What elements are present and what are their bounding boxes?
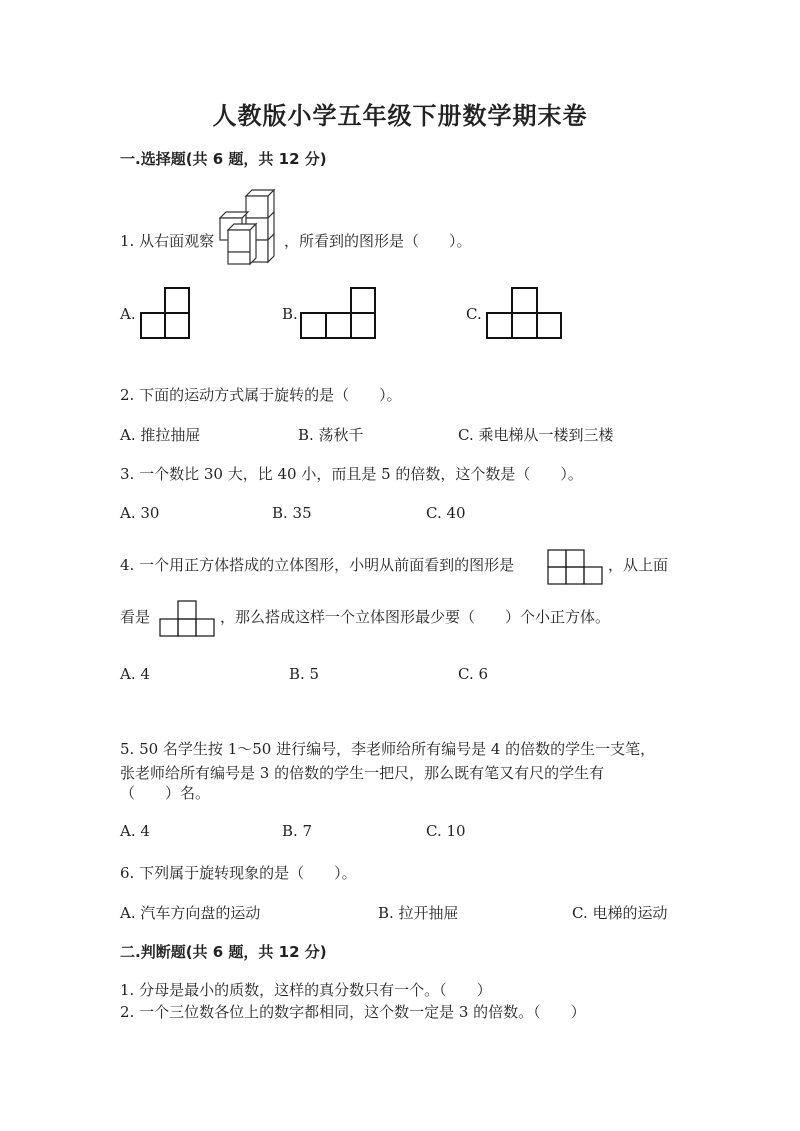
question-4-line1-start: 4. 一个用正方体搭成的立体图形，小明从前面看到的图形是: [120, 556, 515, 574]
question-2-option-a: A. 推拉抽屉: [120, 426, 201, 444]
question-4-option-a: A. 4: [120, 665, 150, 683]
page-title: 人教版小学五年级下册数学期末卷: [212, 102, 588, 130]
question-3-option-c: C. 40: [426, 504, 466, 522]
question-1-option-c-label: C.: [466, 305, 482, 323]
true-false-question-2: 2. 一个三位数各位上的数字都相同，这个数一定是 3 的倍数。（ ）: [120, 1003, 586, 1021]
question-4-line1-end: ，从上面: [608, 556, 669, 574]
true-false-question-1: 1. 分母是最小的质数，这样的真分数只有一个。（ ）: [120, 981, 492, 999]
cube-stack-figure: [218, 188, 278, 268]
question-3-option-a: A. 30: [120, 504, 160, 522]
section-heading-true-false: 二.判断题(共 6 题，共 12 分): [120, 943, 327, 961]
question-1-text-start: 1. 从右面观察: [120, 232, 215, 250]
question-5-option-a: A. 4: [120, 822, 150, 840]
question-5-option-c: C. 10: [426, 822, 466, 840]
question-2-text: 2. 下面的运动方式属于旋转的是（ ）。: [120, 386, 402, 404]
option-c-shape: [486, 287, 564, 341]
question-4-line2-end: ，那么搭成这样一个立体图形最少要（ ）个小正方体。: [220, 608, 611, 626]
front-view-figure: [547, 549, 605, 585]
option-a-shape: [140, 287, 192, 341]
question-3-option-b: B. 35: [272, 504, 312, 522]
question-2-option-b: B. 荡秋千: [298, 426, 364, 444]
question-6-text: 6. 下列属于旋转现象的是（ ）。: [120, 864, 357, 882]
option-b-shape: [300, 287, 378, 341]
question-5-line1: 5. 50 名学生按 1～50 进行编号，李老师给所有编号是 4 的倍数的学生一支笔，: [120, 740, 656, 758]
question-3-text: 3. 一个数比 30 大，比 40 小，而且是 5 的倍数，这个数是（ ）。: [120, 465, 583, 483]
question-1-option-b-label: B.: [282, 305, 298, 323]
question-6-option-c: C. 电梯的运动: [572, 904, 668, 922]
question-6-option-a: A. 汽车方向盘的运动: [120, 904, 261, 922]
question-6-option-b: B. 拉开抽屉: [378, 904, 459, 922]
question-4-option-c: C. 6: [458, 665, 489, 683]
question-4-line2-start: 看是: [120, 608, 151, 626]
question-2-option-c: C. 乘电梯从一楼到三楼: [458, 426, 614, 444]
question-5-option-b: B. 7: [282, 822, 313, 840]
section-heading-choice: 一.选择题(共 6 题，共 12 分): [120, 150, 327, 168]
question-4-option-b: B. 5: [289, 665, 320, 683]
top-view-figure: [159, 600, 217, 638]
question-1-text-end: ，所看到的图形是（ ）。: [284, 232, 472, 250]
question-5-line2: 张老师给所有编号是 3 的倍数的学生一把尺，那么既有笔又有尺的学生有: [120, 764, 605, 782]
question-5-line3: （ ）名。: [120, 784, 211, 802]
question-1-option-a-label: A.: [120, 305, 136, 323]
